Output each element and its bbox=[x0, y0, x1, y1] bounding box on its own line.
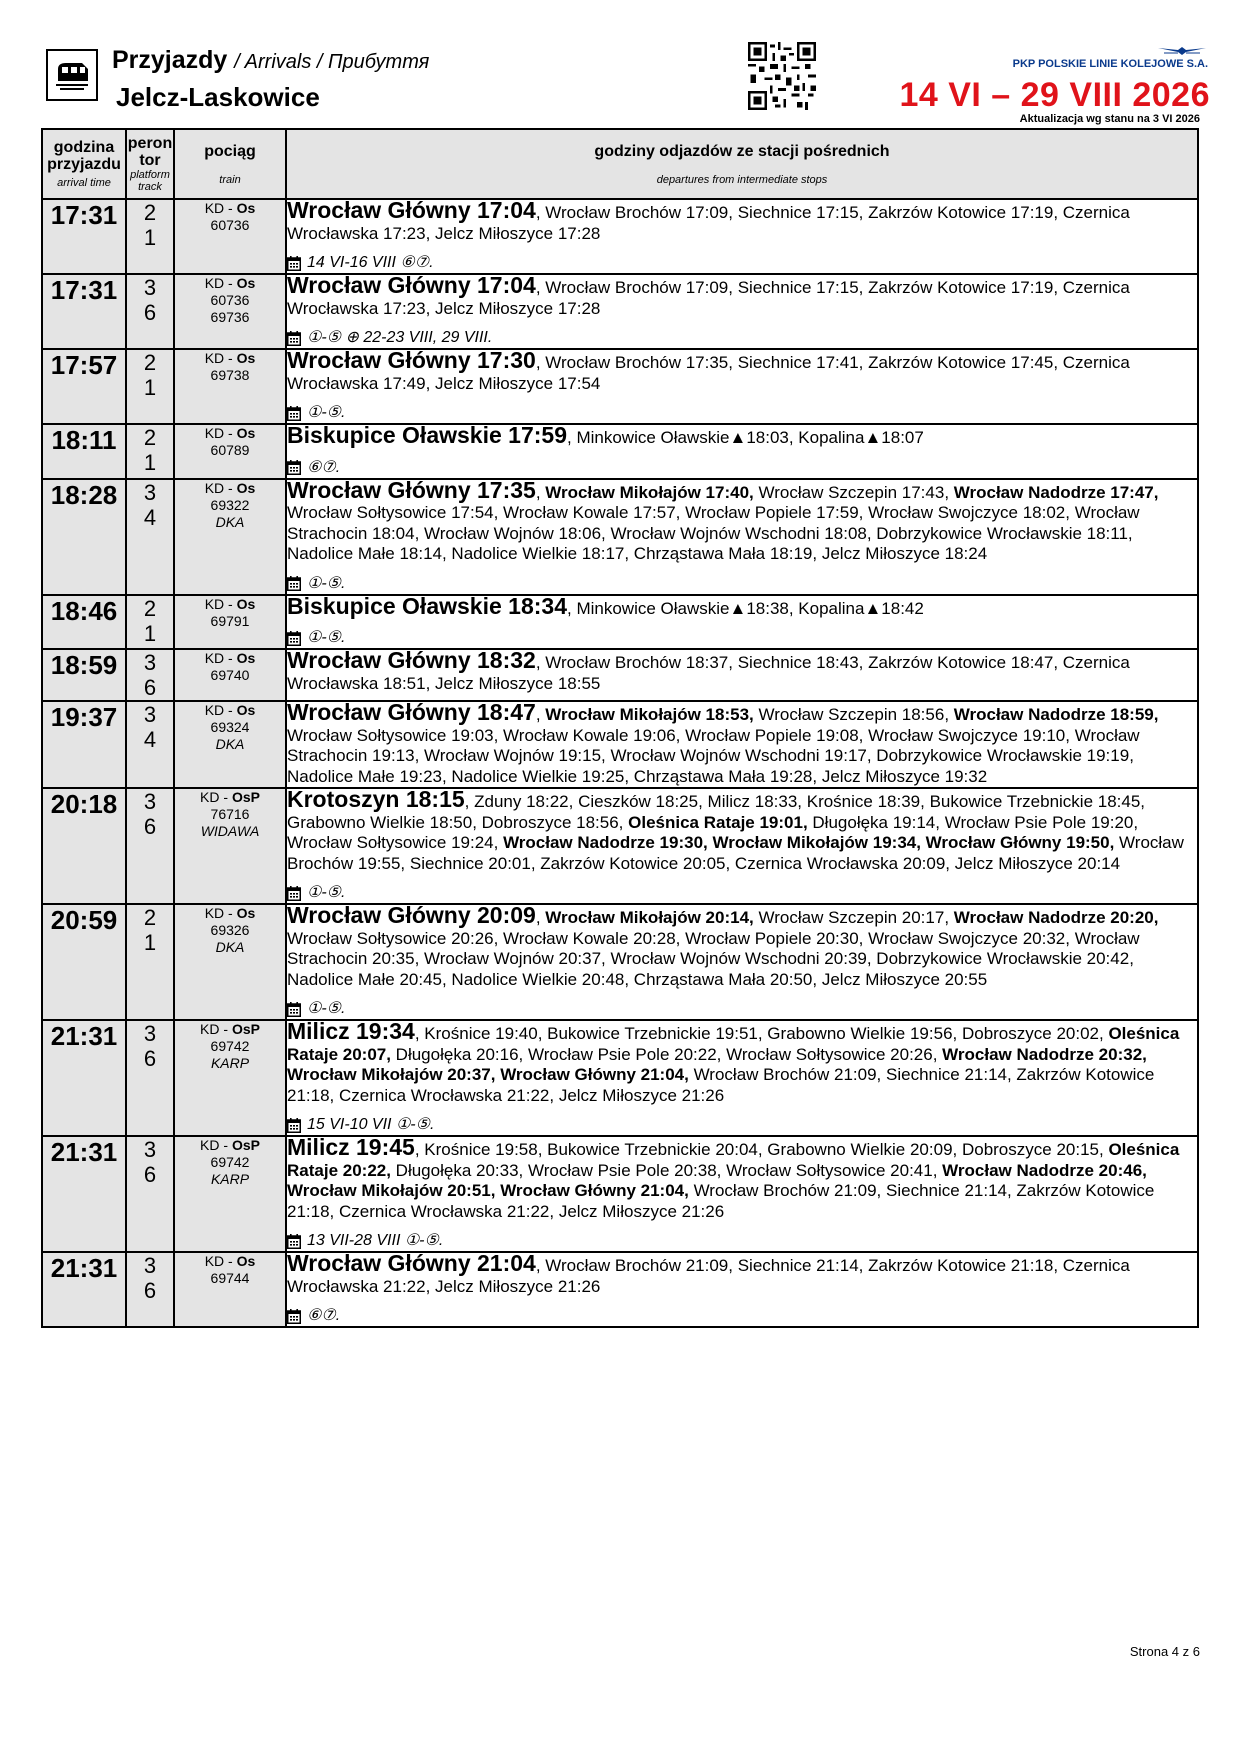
origin-station: Milicz 19:45 bbox=[287, 1134, 415, 1160]
intermediate-stops: , bbox=[535, 908, 546, 927]
route-stops bbox=[286, 649, 1198, 701]
origin-station: Milicz 19:34 bbox=[287, 1018, 415, 1044]
platform-track bbox=[126, 199, 174, 274]
intermediate-stops: , Wrocław Brochów 17:09, Siechnice 17:15, Zakrzów Kotowice 17:19, Czernica Wrocławska 17:23, Jelcz Miłoszyce 17:28 bbox=[287, 203, 1130, 243]
table-row bbox=[42, 274, 1198, 349]
arrival-time: 20:59 bbox=[42, 904, 126, 1020]
major-stop: Wrocław Mikołajów 20:14, bbox=[545, 908, 754, 927]
running-days-text: 14 VI-16 VIII ⑥⑦. bbox=[307, 254, 434, 271]
platform-track bbox=[126, 349, 174, 424]
category-code: OsP bbox=[231, 789, 260, 805]
train-name: DKA bbox=[215, 736, 245, 752]
carrier-code: KD - bbox=[200, 789, 232, 805]
running-days bbox=[287, 328, 1197, 348]
arrival-time: 19:37 bbox=[42, 701, 126, 788]
column-header-stops-sub: departures from intermediate stops bbox=[656, 173, 828, 186]
validity-period: 14 VI – 29 VIII 2026 bbox=[899, 76, 1210, 114]
major-stop: Wrocław Nadodrze 17:47, bbox=[953, 482, 1159, 502]
train-category bbox=[175, 1137, 285, 1154]
train-info bbox=[174, 595, 286, 650]
column-header-train bbox=[174, 129, 286, 199]
major-stop: Wrocław Mikołajów 18:53, bbox=[545, 705, 754, 724]
column-header-platform bbox=[126, 129, 174, 199]
intermediate-stops: Wrocław Sołtysowice 17:54, Wrocław Kowale 17:57, Wrocław Popiele 17:59, Wrocław Swojczyce 18:02, Wrocław Strachocin 18:04, Wrocław Wojnów 18:06, Wrocław Wojnów Wschodni 18:08, Dobrzykowice Wrocławskie 18:11, Nadolice Małe 18:14, Nadolice Wielkie 18:17, Chrząstawa Mała 18:19, Jelcz Miłoszyce 18:24 bbox=[287, 503, 1140, 563]
platform-track bbox=[126, 649, 174, 701]
track-number: 6 bbox=[143, 1046, 157, 1071]
intermediate-stops: Wrocław Brochów 21:09, Siechnice 21:14, Zakrzów Kotowice 21:18, Czernica Wrocławska 21:22, Jelcz Miłoszyce 21:26 bbox=[287, 1065, 1155, 1105]
arrival-time: 18:28 bbox=[42, 479, 126, 595]
running-days bbox=[287, 628, 1197, 648]
running-days bbox=[287, 883, 1197, 903]
running-days-text: ①-⑤ ⊕ 22-23 VIII, 29 VIII. bbox=[307, 329, 493, 346]
major-stop: Wrocław Nadodrze 19:30, Wrocław Mikołajów 19:34, Wrocław Główny 19:50, bbox=[503, 833, 1115, 852]
train-number: 60736 bbox=[210, 292, 250, 308]
calendar-icon bbox=[287, 256, 301, 271]
column-header-stops bbox=[286, 129, 1198, 199]
table-row bbox=[42, 904, 1198, 1020]
title-translations: / Arrivals / Прибуття bbox=[234, 51, 430, 73]
running-days bbox=[287, 999, 1197, 1019]
train-number: 60736 bbox=[210, 217, 250, 233]
platform-number: 2 bbox=[143, 200, 157, 225]
train-name: DKA bbox=[215, 939, 245, 955]
track-number: 4 bbox=[143, 504, 157, 530]
train-name: DKA bbox=[215, 513, 245, 530]
train-number: 69742 bbox=[210, 1038, 250, 1054]
table-row bbox=[42, 649, 1198, 701]
arrival-time: 20:18 bbox=[42, 788, 126, 904]
column-header-time-sub: arrival time bbox=[57, 177, 111, 189]
table-row bbox=[42, 701, 1198, 788]
running-days bbox=[287, 458, 1197, 478]
track-number: 1 bbox=[143, 620, 157, 646]
carrier-code: KD - bbox=[204, 650, 237, 666]
table-row bbox=[42, 1020, 1198, 1136]
intermediate-stops: Wrocław Szczepin 18:56, bbox=[753, 705, 954, 724]
arrival-time: 18:59 bbox=[42, 649, 126, 701]
origin-station: Wrocław Główny 17:04 bbox=[287, 197, 536, 223]
running-days-text: ①-⑤. bbox=[307, 404, 346, 421]
train-number: 69738 bbox=[210, 367, 250, 383]
train-category bbox=[175, 905, 285, 922]
pkp-wings-icon bbox=[1156, 44, 1208, 58]
train-category bbox=[175, 275, 285, 292]
route-stops bbox=[286, 424, 1198, 479]
train-category bbox=[175, 1253, 285, 1270]
platform-number: 2 bbox=[143, 905, 157, 930]
update-note: Aktualizacja wg stanu na 3 VI 2026 bbox=[1019, 113, 1200, 125]
intermediate-stops: Wrocław Sołtysowice 19:03, Wrocław Kowale 19:06, Wrocław Popiele 19:08, Wrocław Swojczyce 19:10, Wrocław Strachocin 19:13, Wrocław Wojnów 19:15, Wrocław Wojnów Wschodni 19:17, Dobrzykowice Wrocławskie 19:19, Nadolice Małe 19:23, Nadolice Wielkie 19:25, Chrząstawa Mała 19:28, Jelcz Miłoszyce 19:32 bbox=[287, 725, 1140, 786]
carrier-code: KD - bbox=[204, 1253, 237, 1269]
intermediate-stops: , Minkowice Oławskie▲18:03, Kopalina▲18:07 bbox=[567, 428, 924, 447]
carrier-code: KD - bbox=[204, 350, 237, 366]
category-code: Os bbox=[236, 650, 256, 666]
company-name: PKP POLSKIE LINIE KOLEJOWE S.A. bbox=[1012, 58, 1208, 70]
table-row bbox=[42, 595, 1198, 650]
stops-list bbox=[287, 902, 1197, 990]
arrival-time: 21:31 bbox=[42, 1020, 126, 1136]
category-code: Os bbox=[236, 595, 256, 612]
column-header-time-label: godzina przyjazdu bbox=[47, 139, 121, 173]
train-info bbox=[174, 788, 286, 904]
track-number: 1 bbox=[143, 225, 157, 250]
train-category bbox=[175, 1021, 285, 1038]
page-title bbox=[112, 46, 429, 75]
platform-number: 2 bbox=[143, 425, 157, 450]
platform-track bbox=[126, 904, 174, 1020]
train-category bbox=[175, 650, 285, 667]
intermediate-stops: , Wrocław Brochów 21:09, Siechnice 21:14, Zakrzów Kotowice 21:18, Czernica Wrocławska 21:22, Jelcz Miłoszyce 21:26 bbox=[287, 1256, 1130, 1296]
calendar-icon bbox=[287, 1002, 301, 1017]
route-stops bbox=[286, 349, 1198, 424]
calendar-icon bbox=[287, 576, 301, 591]
train-number: 69324 bbox=[210, 719, 250, 735]
running-days bbox=[287, 1306, 1197, 1326]
intermediate-stops: Wrocław Sołtysowice 20:26, Wrocław Kowale 20:28, Wrocław Popiele 20:30, Wrocław Swojczyce 20:32, Wrocław Strachocin 20:35, Wrocław Wojnów 20:37, Wrocław Wojnów Wschodni 20:39, Dobrzykowice Wrocławskie 20:42, Nadolice Małe 20:45, Nadolice Wielkie 20:48, Chrząstawa Mała 20:50, Jelcz Miłoszyce 20:55 bbox=[287, 928, 1140, 989]
train-info bbox=[174, 424, 286, 479]
arrival-time: 17:31 bbox=[42, 274, 126, 349]
running-days-text: ①-⑤. bbox=[307, 884, 346, 901]
category-code: Os bbox=[236, 1253, 256, 1269]
calendar-icon bbox=[287, 460, 301, 475]
table-row bbox=[42, 788, 1198, 904]
intermediate-stops: Długołęka 19:14, Wrocław Psie Pole 19:20, Wrocław Sołtysowice 19:24, bbox=[287, 812, 1139, 852]
platform-number: 2 bbox=[143, 350, 157, 375]
running-days bbox=[287, 1231, 1197, 1251]
route-stops bbox=[286, 274, 1198, 349]
category-code: Os bbox=[236, 702, 256, 718]
intermediate-stops: Długołęka 20:16, Wrocław Psie Pole 20:22, Wrocław Sołtysowice 20:26, bbox=[390, 1044, 943, 1064]
track-number: 6 bbox=[143, 1162, 157, 1187]
route-stops bbox=[286, 476, 1198, 595]
running-days-text: ①-⑤. bbox=[307, 574, 346, 592]
route-stops bbox=[286, 199, 1198, 274]
train-number: 69322 bbox=[210, 496, 250, 513]
route-stops bbox=[286, 904, 1198, 1020]
calendar-icon bbox=[287, 406, 301, 421]
platform-track bbox=[126, 424, 174, 479]
carrier-code: KD - bbox=[204, 702, 237, 718]
column-header-train-sub: train bbox=[219, 173, 241, 186]
platform-track bbox=[126, 479, 174, 595]
company-logo bbox=[1013, 44, 1208, 70]
running-days-text: 13 VII-28 VIII ①-⑤. bbox=[307, 1232, 444, 1249]
track-number: 1 bbox=[143, 930, 157, 955]
stops-list bbox=[287, 197, 1197, 244]
platform-number: 3 bbox=[143, 1137, 157, 1162]
intermediate-stops: , Minkowice Oławskie▲18:38, Kopalina▲18:42 bbox=[567, 598, 924, 618]
major-stop: Wrocław Nadodrze 18:59, bbox=[953, 705, 1159, 724]
train-info bbox=[174, 1136, 286, 1252]
arrival-time: 18:46 bbox=[42, 595, 126, 650]
major-stop: Oleśnica Rataje 20:07, bbox=[287, 1024, 1180, 1064]
train-category bbox=[175, 702, 285, 719]
calendar-icon bbox=[287, 1309, 301, 1324]
carrier-code: KD - bbox=[204, 275, 237, 291]
title-polish: Przyjazdy bbox=[112, 46, 228, 74]
running-days bbox=[287, 1115, 1197, 1135]
platform-number: 3 bbox=[143, 650, 157, 675]
arrivals-table bbox=[41, 128, 1199, 1328]
route-stops bbox=[286, 1136, 1198, 1252]
category-code: Os bbox=[236, 479, 256, 496]
platform-track bbox=[126, 1136, 174, 1252]
arrival-time: 17:57 bbox=[42, 349, 126, 424]
page-number: Strona 4 z 6 bbox=[1129, 1644, 1200, 1659]
train-category bbox=[175, 480, 285, 497]
stops-list bbox=[287, 272, 1197, 319]
origin-station: Wrocław Główny 18:32 bbox=[287, 647, 536, 673]
train-category bbox=[175, 789, 285, 806]
intermediate-stops: , Krośnice 19:58, Bukowice Trzebnickie 20:04, Grabowno Wielkie 20:09, Dobroszyce 20:15, bbox=[414, 1140, 1109, 1159]
train-category bbox=[175, 200, 285, 217]
intermediate-stops: Długołęka 20:33, Wrocław Psie Pole 20:38, Wrocław Sołtysowice 20:41, bbox=[390, 1160, 943, 1180]
track-number: 6 bbox=[143, 814, 157, 839]
intermediate-stops: Wrocław Brochów 19:55, Siechnice 20:01, Zakrzów Kotowice 20:05, Czernica Wrocławska 20:09, Jelcz Miłoszyce 20:14 bbox=[287, 833, 1184, 873]
stops-list bbox=[287, 422, 1197, 449]
category-code: OsP bbox=[231, 1137, 260, 1153]
arrival-time: 18:11 bbox=[42, 424, 126, 479]
calendar-icon bbox=[287, 1118, 301, 1133]
intermediate-stops: Wrocław Brochów 21:09, Siechnice 21:14, Zakrzów Kotowice 21:18, Czernica Wrocławska 21:22, Jelcz Miłoszyce 21:26 bbox=[287, 1181, 1155, 1221]
origin-station: Wrocław Główny 18:47 bbox=[287, 699, 536, 725]
table-row bbox=[42, 1252, 1198, 1327]
calendar-icon bbox=[287, 631, 301, 646]
train-number: 69791 bbox=[210, 612, 250, 629]
train-number: 69736 bbox=[210, 309, 250, 325]
intermediate-stops: , bbox=[535, 482, 546, 502]
train-number: 76716 bbox=[210, 806, 250, 822]
track-number: 4 bbox=[143, 727, 157, 752]
intermediate-stops: , Zduny 18:22, Cieszków 18:25, Milicz 18:33, Krośnice 18:39, Bukowice Trzebnickie 18:45, Grabowno Wielkie 18:50, Dobroszyce 18:56, bbox=[287, 792, 1146, 832]
column-header-stops-label: godziny odjazdów ze stacji pośrednich bbox=[594, 142, 890, 160]
platform-number: 3 bbox=[143, 275, 157, 300]
category-code: Os bbox=[236, 425, 256, 441]
stops-list bbox=[287, 1250, 1197, 1297]
major-stop: Oleśnica Rataje 20:22, bbox=[287, 1140, 1180, 1180]
carrier-code: KD - bbox=[204, 479, 237, 496]
platform-track bbox=[126, 701, 174, 788]
train-pictogram-icon bbox=[46, 49, 98, 101]
train-name: KARP bbox=[210, 1171, 250, 1187]
major-stop: Oleśnica Rataje 19:01, bbox=[628, 812, 808, 832]
platform-track bbox=[126, 595, 174, 650]
column-header-time bbox=[42, 129, 126, 199]
origin-station: Wrocław Główny 21:04 bbox=[287, 1250, 536, 1276]
route-stops bbox=[286, 1020, 1198, 1136]
column-header-train-label: pociąg bbox=[204, 142, 256, 160]
train-info bbox=[174, 199, 286, 274]
category-code: Os bbox=[236, 200, 256, 216]
major-stop: Wrocław Nadodrze 20:46, Wrocław Mikołajów 20:51, Wrocław Główny 21:04, bbox=[287, 1160, 1147, 1200]
origin-station: Biskupice Oławskie 18:34 bbox=[287, 592, 567, 619]
carrier-code: KD - bbox=[200, 1137, 232, 1153]
train-number: 69326 bbox=[210, 922, 250, 938]
origin-station: Wrocław Główny 17:35 bbox=[287, 476, 536, 503]
platform-number: 2 bbox=[143, 595, 157, 621]
column-header-platform-label: peron tor bbox=[127, 135, 173, 169]
stops-list bbox=[287, 592, 1197, 620]
table-row bbox=[42, 349, 1198, 424]
train-number: 69740 bbox=[210, 667, 250, 683]
train-info bbox=[174, 1020, 286, 1136]
intermediate-stops: , Wrocław Brochów 17:35, Siechnice 17:41, Zakrzów Kotowice 17:45, Czernica Wrocławska 17:49, Jelcz Miłoszyce 17:54 bbox=[287, 353, 1130, 393]
platform-number: 3 bbox=[143, 1253, 157, 1278]
running-days-text: ①-⑤. bbox=[307, 629, 346, 646]
track-number: 1 bbox=[143, 375, 157, 400]
carrier-code: KD - bbox=[204, 200, 237, 216]
train-category bbox=[175, 350, 285, 367]
intermediate-stops: , bbox=[535, 705, 546, 724]
major-stop: Wrocław Mikołajów 17:40, bbox=[545, 482, 754, 502]
train-category bbox=[175, 596, 285, 613]
stops-list bbox=[287, 647, 1197, 694]
platform-number: 3 bbox=[143, 1021, 157, 1046]
calendar-icon bbox=[287, 886, 301, 901]
platform-number: 3 bbox=[143, 479, 157, 505]
train-info bbox=[174, 649, 286, 701]
origin-station: Wrocław Główny 17:04 bbox=[287, 272, 536, 298]
stops-list bbox=[287, 347, 1197, 394]
origin-station: Biskupice Oławskie 17:59 bbox=[287, 422, 567, 448]
running-days bbox=[287, 403, 1197, 423]
intermediate-stops: , Wrocław Brochów 18:37, Siechnice 18:43, Zakrzów Kotowice 18:47, Czernica Wrocławska 18:51, Jelcz Miłoszyce 18:55 bbox=[287, 653, 1130, 693]
intermediate-stops: Wrocław Szczepin 20:17, bbox=[753, 908, 954, 927]
category-code: Os bbox=[236, 350, 256, 366]
calendar-icon bbox=[287, 331, 301, 346]
stops-list bbox=[287, 699, 1197, 787]
running-days-text: 15 VI-10 VII ①-⑤. bbox=[307, 1116, 435, 1133]
platform-track bbox=[126, 788, 174, 904]
qr-code-icon bbox=[748, 42, 816, 110]
intermediate-stops: Wrocław Szczepin 17:43, bbox=[753, 482, 954, 502]
train-info bbox=[174, 274, 286, 349]
carrier-code: KD - bbox=[204, 905, 237, 921]
train-number: 60789 bbox=[210, 442, 250, 458]
track-number: 6 bbox=[143, 1278, 157, 1303]
stops-list bbox=[287, 1018, 1197, 1106]
platform-track bbox=[126, 1252, 174, 1327]
running-days bbox=[287, 574, 1197, 594]
station-name: Jelcz-Laskowice bbox=[116, 82, 320, 112]
stops-list bbox=[287, 476, 1197, 565]
category-code: Os bbox=[236, 905, 256, 921]
track-number: 6 bbox=[143, 675, 157, 700]
carrier-code: KD - bbox=[200, 1021, 232, 1037]
train-category bbox=[175, 425, 285, 442]
column-header-platform-sub: platform track bbox=[130, 169, 170, 193]
intermediate-stops: , Wrocław Brochów 17:09, Siechnice 17:15, Zakrzów Kotowice 17:19, Czernica Wrocławska 17:23, Jelcz Miłoszyce 17:28 bbox=[287, 278, 1130, 318]
train-info bbox=[174, 349, 286, 424]
arrival-time: 21:31 bbox=[42, 1252, 126, 1327]
stops-list bbox=[287, 1134, 1197, 1222]
train-number: 69742 bbox=[210, 1154, 250, 1170]
train-name: KARP bbox=[210, 1055, 250, 1071]
track-number: 1 bbox=[143, 450, 157, 475]
table-row bbox=[42, 479, 1198, 595]
running-days-text: ⑥⑦. bbox=[307, 458, 341, 476]
category-code: OsP bbox=[231, 1021, 260, 1037]
arrival-time: 17:31 bbox=[42, 199, 126, 274]
route-stops bbox=[286, 1252, 1198, 1327]
origin-station: Wrocław Główny 17:30 bbox=[287, 347, 536, 373]
train-number: 69744 bbox=[210, 1270, 250, 1286]
table-row bbox=[42, 424, 1198, 479]
train-info bbox=[174, 479, 286, 595]
major-stop: Wrocław Nadodrze 20:20, bbox=[953, 908, 1159, 927]
category-code: Os bbox=[236, 275, 256, 291]
carrier-code: KD - bbox=[204, 595, 237, 612]
arrival-time: 21:31 bbox=[42, 1136, 126, 1252]
route-stops bbox=[286, 701, 1198, 788]
stops-list bbox=[287, 786, 1197, 874]
route-stops bbox=[286, 592, 1198, 650]
train-info bbox=[174, 1252, 286, 1327]
platform-track bbox=[126, 1020, 174, 1136]
calendar-icon bbox=[287, 1234, 301, 1249]
table-row bbox=[42, 199, 1198, 274]
running-days-text: ⑥⑦. bbox=[307, 1307, 341, 1324]
route-stops bbox=[286, 788, 1198, 904]
platform-track bbox=[126, 274, 174, 349]
table-row bbox=[42, 1136, 1198, 1252]
major-stop: Wrocław Nadodrze 20:32, Wrocław Mikołajów 20:37, Wrocław Główny 21:04, bbox=[287, 1044, 1147, 1084]
train-info bbox=[174, 701, 286, 788]
origin-station: Krotoszyn 18:15 bbox=[287, 786, 465, 812]
platform-number: 3 bbox=[143, 789, 157, 814]
train-name: WIDAWA bbox=[200, 823, 260, 839]
running-days bbox=[287, 253, 1197, 273]
origin-station: Wrocław Główny 20:09 bbox=[287, 902, 536, 928]
intermediate-stops: , Krośnice 19:40, Bukowice Trzebnickie 19:51, Grabowno Wielkie 19:56, Dobroszyce 20:02, bbox=[414, 1024, 1109, 1043]
running-days-text: ①-⑤. bbox=[307, 1000, 346, 1017]
carrier-code: KD - bbox=[204, 425, 237, 441]
platform-number: 3 bbox=[143, 702, 157, 727]
track-number: 6 bbox=[143, 300, 157, 325]
train-info bbox=[174, 904, 286, 1020]
